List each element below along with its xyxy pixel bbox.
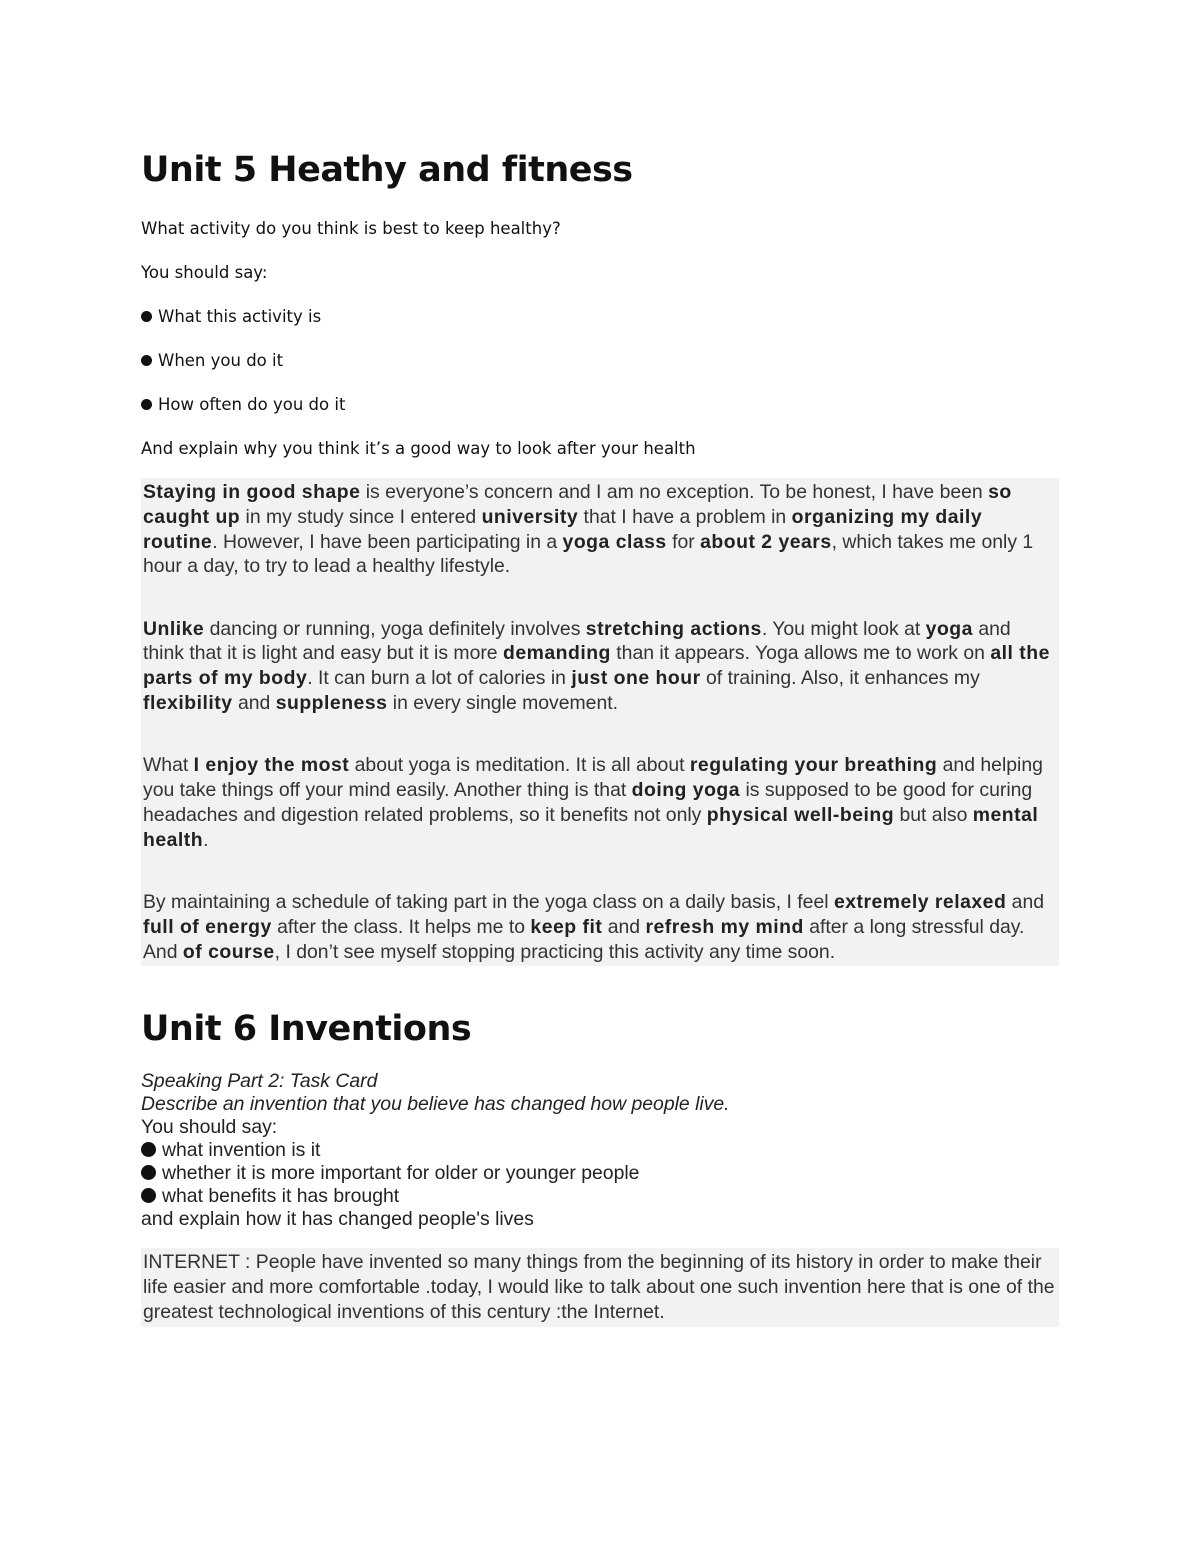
answer-paragraph	[143, 753, 1057, 852]
bullet-icon	[141, 1188, 156, 1203]
text-run: in my study since I entered	[240, 505, 482, 528]
text-run: dancing or running, yoga definitely involves	[204, 617, 586, 640]
unit5-explain: And explain why you think it’s a good way to look after your health	[141, 439, 696, 458]
unit6-title: Unit 6 Inventions	[141, 1009, 472, 1050]
text-run: . It can burn a lot of calories in	[307, 667, 572, 690]
answer-paragraph: INTERNET : People have invented so many things from the beginning of its history in order to make their life easier and more comfortable .today, I would like to talk about one such invention here that is one of the greatest technological inventions of this century :the Internet.	[143, 1251, 1055, 1324]
unit5-should-say: You should say:	[141, 263, 268, 282]
text-run: after a long stressful day. And	[143, 915, 1025, 963]
text-run: of training. Also, it enhances my	[700, 667, 980, 690]
bullet-icon	[141, 1142, 156, 1157]
text-run: and	[602, 915, 646, 938]
text-run: and helping you take things off your mind easily. Another thing is that	[143, 754, 1043, 802]
text-run: but also	[894, 803, 973, 826]
bold-phrase: all the parts of my body	[143, 642, 1050, 690]
answer-paragraph	[143, 480, 1057, 579]
task-card-bullet	[141, 1185, 1059, 1208]
unit5-question: What activity do you think is best to keep healthy?	[141, 219, 561, 238]
bold-phrase: I enjoy the most	[193, 754, 350, 777]
text-run: after the class. It helps me to	[271, 915, 531, 938]
text-run: is everyone’s concern and I am no exception. To be honest, I have been	[360, 481, 989, 503]
bold-phrase: Unlike	[143, 617, 205, 640]
bold-phrase: so caught up	[143, 481, 1012, 528]
task-card-bullet-text: whether it is more important for older or younger people	[162, 1162, 640, 1185]
bold-phrase: suppleness	[275, 692, 388, 715]
bold-phrase: university	[481, 505, 579, 528]
bold-phrase: mental health	[143, 803, 1039, 851]
task-card-bullet	[141, 1162, 1059, 1185]
text-run: What	[143, 754, 194, 777]
document-content	[141, 150, 1059, 1327]
bold-phrase: physical well-being	[706, 803, 895, 826]
bold-phrase: keep fit	[530, 915, 603, 938]
text-run: and	[1006, 891, 1045, 914]
bullet-icon	[141, 311, 152, 322]
unit5-bullet	[141, 308, 1059, 326]
text-run: that I have a problem in	[578, 505, 792, 528]
text-run: . However, I have been participating in a	[212, 530, 563, 553]
text-run: . You might look at	[761, 617, 926, 640]
bullet-icon	[141, 399, 152, 410]
unit5-bullet-text: When you do it	[158, 351, 284, 370]
task-card-explain: and explain how it has changed people's lives	[141, 1208, 534, 1231]
answer-paragraph	[143, 890, 1057, 964]
text-run: and	[232, 692, 276, 715]
bold-phrase: of course	[182, 940, 275, 963]
text-run: , which takes me only 1 hour a day, to try to lead a healthy lifestyle.	[143, 530, 1034, 578]
unit5-bullet-text: How often do you do it	[158, 395, 346, 414]
text-run: in every single movement.	[387, 692, 619, 715]
task-card-bullet	[141, 1139, 1059, 1162]
task-card-heading: Speaking Part 2: Task Card	[141, 1070, 378, 1093]
bold-phrase: regulating your breathing	[689, 754, 938, 777]
bold-phrase: yoga class	[562, 530, 667, 553]
bold-phrase: refresh my mind	[645, 915, 804, 938]
text-run: .	[203, 828, 209, 851]
bold-phrase: Staying in good shape	[143, 481, 361, 503]
unit6-answer-block	[141, 1248, 1059, 1326]
bold-phrase: just one hour	[571, 667, 701, 690]
bold-phrase: yoga	[925, 617, 973, 640]
bold-phrase: about 2 years	[700, 530, 832, 553]
text-run: for	[666, 530, 701, 553]
unit5-bullet	[141, 396, 1059, 414]
task-card-should-say: You should say:	[141, 1116, 278, 1139]
unit5-answer-block	[141, 478, 1059, 966]
bold-phrase: doing yoga	[631, 779, 741, 802]
text-run: , I don’t see myself stopping practicing this activity any time soon.	[274, 940, 836, 963]
task-card-bullet-text: what benefits it has brought	[162, 1185, 400, 1208]
bold-phrase: full of energy	[143, 915, 272, 938]
unit5-bullet-text: What this activity is	[158, 307, 322, 326]
text-run: than it appears. Yoga allows me to work on	[610, 642, 991, 665]
answer-paragraph	[143, 617, 1057, 716]
bold-phrase: flexibility	[143, 692, 233, 715]
bold-phrase: demanding	[502, 642, 611, 665]
bold-phrase: extremely relaxed	[833, 891, 1007, 914]
bullet-icon	[141, 1165, 156, 1180]
unit5-bullet	[141, 352, 1059, 370]
task-card-bullet-text: what invention is it	[162, 1139, 321, 1162]
text-run: about yoga is meditation. It is all about	[349, 754, 690, 777]
bold-phrase: stretching actions	[585, 617, 762, 640]
text-run: By maintaining a schedule of taking part in the yoga class on a daily basis, I feel	[143, 891, 834, 914]
text-run: is supposed to be good for curing headaches and digestion related problems, so it benefits not only	[143, 779, 1033, 826]
bullet-icon	[141, 355, 152, 366]
bold-phrase: organizing my daily routine	[143, 505, 983, 553]
task-card-prompt: Describe an invention that you believe has changed how people live.	[141, 1093, 730, 1116]
unit5-title: Unit 5 Heathy and fitness	[141, 150, 633, 190]
text-run: and think that it is light and easy but it is more	[143, 617, 1011, 665]
unit6-task-card	[141, 1070, 1059, 1231]
